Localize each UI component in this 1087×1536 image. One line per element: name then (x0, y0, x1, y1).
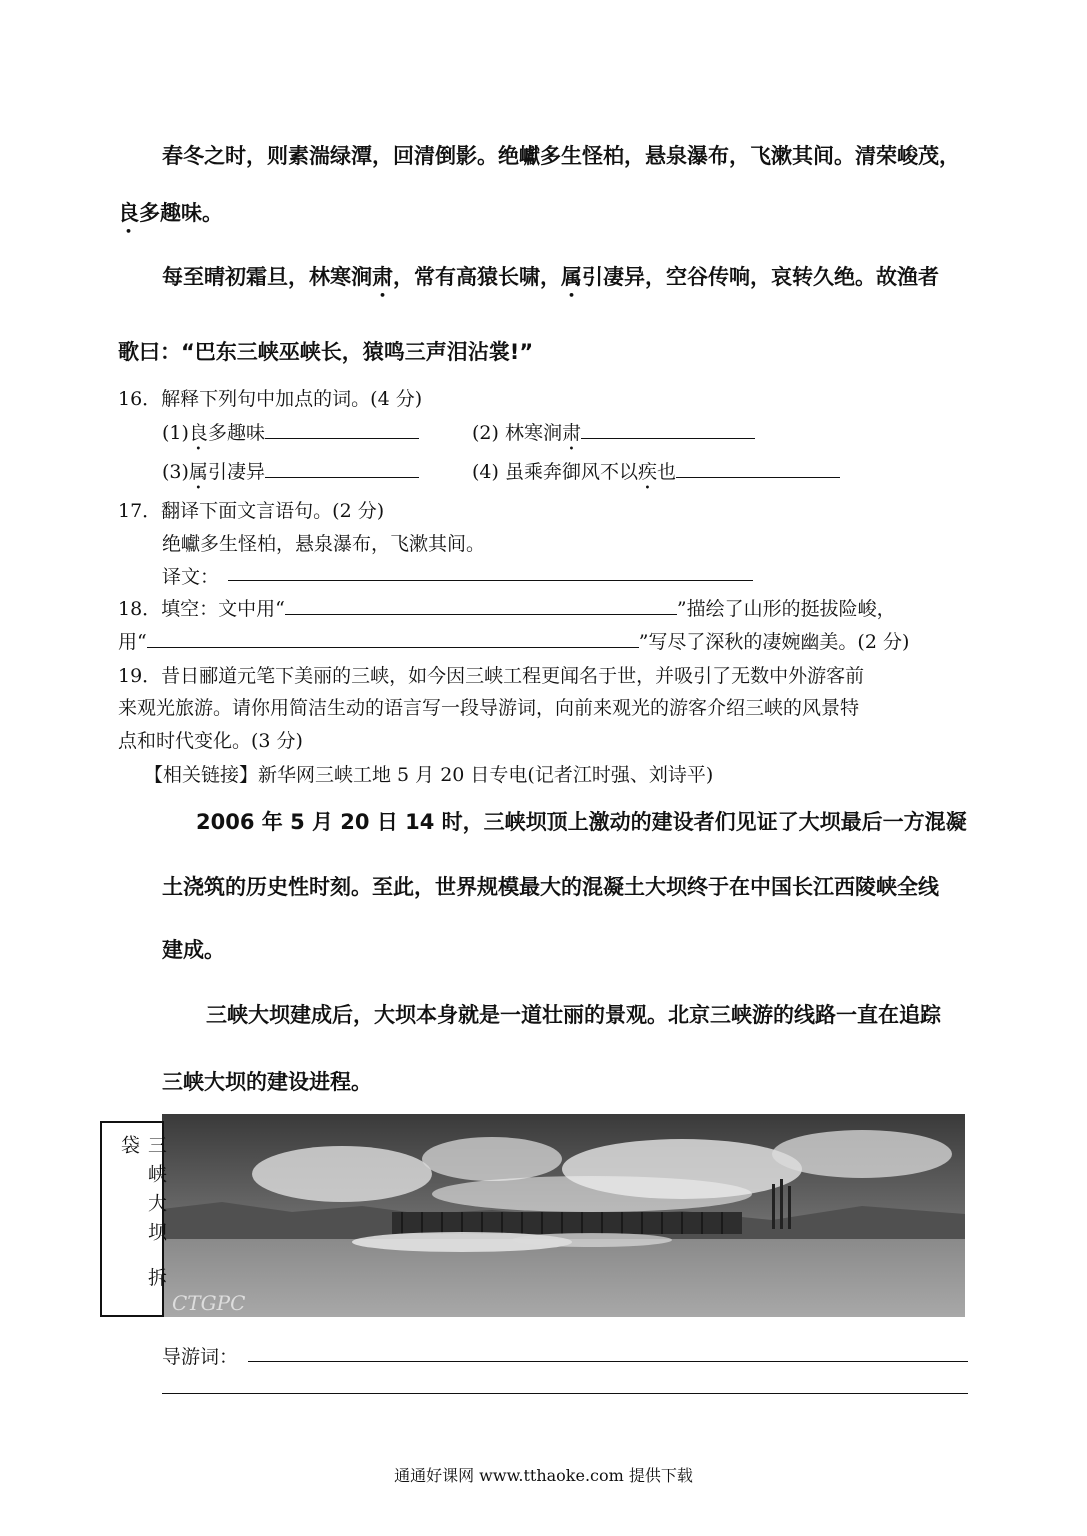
q18-line-2: 用“ ”写尽了深秋的凄婉幽美。(2 分) (118, 631, 910, 653)
passage-line-3: 每至晴初霜旦，林寒涧肃，常有高猿长啸，属引凄异，空谷传响，哀转久绝。故渔者 (162, 265, 939, 289)
news-para-1-line-3: 建成。 (162, 938, 225, 962)
q17-answer-label: 译文： (162, 566, 220, 588)
guide-answer-line-1[interactable] (248, 1361, 968, 1362)
q16-item-3: (3)属引凄异 (162, 457, 419, 494)
news-para-2-line-2: 三峡大坝的建设进程。 (162, 1070, 372, 1094)
q18-answer-blank-1[interactable] (285, 596, 677, 615)
news-para-2-line-1: 三峡大坝建成后，大坝本身就是一道壮丽的景观。北京三峡游的线路一直在追踪 (206, 1003, 941, 1027)
related-link-header: 【相关链接】新华网三峡工地 5 月 20 日专电(记者江时强、刘诗平) (144, 764, 714, 786)
q16-item-4: (4) 虽乘奔御风不以疾也 (472, 457, 840, 494)
q17-answer-line[interactable] (228, 580, 753, 581)
guide-label: 导游词： (162, 1346, 239, 1368)
photo-side-label: 三峡大坝 拆 袋 (118, 1135, 167, 1297)
page-footer: 通通好课网 www.tthaoke.com 提供下载 (394, 1466, 693, 1485)
q17-stem: 17．翻译下面文言语句。(2 分) (118, 500, 385, 522)
q16-answer-blank-3[interactable] (265, 459, 419, 478)
q16-stem: 16．解释下列句中加点的词。(4 分) (118, 388, 423, 410)
guide-answer-line-2[interactable] (162, 1393, 968, 1394)
q16-answer-blank-4[interactable] (676, 459, 840, 478)
q18-line-1: 18．填空：文中用“ ”描绘了山形的挺拔险峻， (118, 598, 896, 620)
q19-line-2: 来观光旅游。请你用简洁生动的语言写一段导游词，向前来观光的游客介绍三峡的风景特 (118, 697, 860, 719)
q16-item-2: (2) 林寒涧肃 (472, 418, 755, 455)
photo-side-label-box (100, 1121, 167, 1317)
passage-line-1: 春冬之时，则素湍绿潭，回清倒影。绝巘多生怪柏，悬泉瀑布，飞漱其间。清荣峻茂， (162, 144, 960, 168)
q17-sentence: 绝巘多生怪柏，悬泉瀑布，飞漱其间。 (162, 533, 486, 555)
passage-line-2: 良多趣味。 (118, 201, 223, 225)
news-para-1-line-1: 2006 年 5 月 20 日 14 时，三峡坝顶上激动的建设者们见证了大坝最后一方混凝 (196, 810, 967, 834)
q18-answer-blank-2[interactable] (147, 629, 639, 648)
photo-watermark: CTGPC (172, 1291, 246, 1315)
q16-item-1: (1)良多趣味 (162, 418, 419, 455)
passage-line-4: 歌曰：“巴东三峡巫峡长，猿鸣三声泪沾裳!” (118, 340, 534, 364)
news-para-1-line-2: 土浇筑的历史性时刻。至此，世界规模最大的混凝土大坝终于在中国长江西陵峡全线 (162, 875, 939, 899)
three-gorges-dam-photo (162, 1114, 965, 1317)
dam-photo-graphic (162, 1114, 965, 1317)
q19-line-1: 19．昔日郦道元笔下美丽的三峡，如今因三峡工程更闻名于世，并吸引了无数中外游客前 (118, 665, 865, 687)
q16-answer-blank-2[interactable] (581, 420, 755, 439)
q19-line-3: 点和时代变化。(3 分) (118, 730, 303, 752)
q16-answer-blank-1[interactable] (265, 420, 419, 439)
